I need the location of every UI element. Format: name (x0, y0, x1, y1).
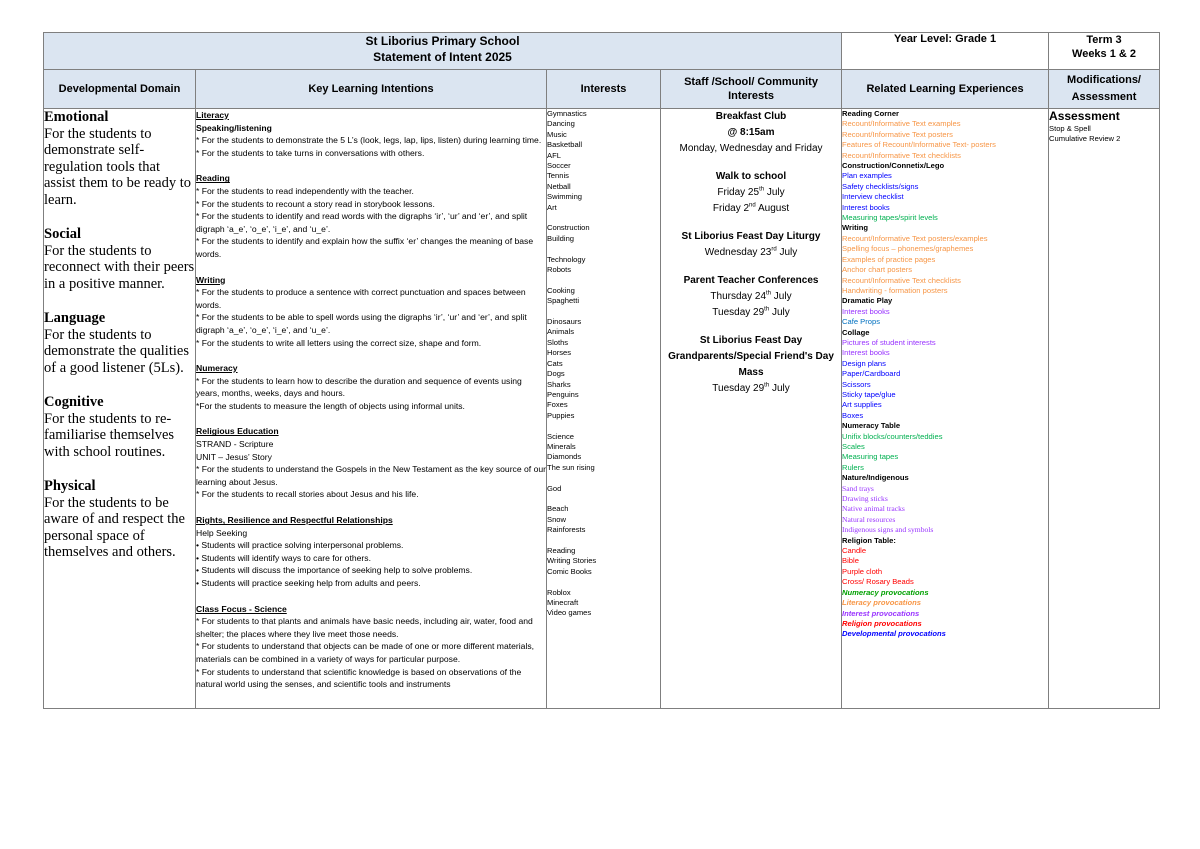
col-header-domain-label: Developmental Domain (58, 83, 181, 95)
rle-item: Paper/Cardboard (842, 369, 901, 379)
interest-item: Beach (547, 504, 569, 514)
mass-title-3: Mass (738, 367, 764, 378)
rle-item: Religion provocations (842, 618, 922, 628)
kli-item: * For the students to identify and explain how the suffix ‘er’ changes the meaning of base words. (196, 236, 534, 259)
rle-item: Rulers (842, 462, 864, 472)
date-month: July (769, 383, 790, 394)
rle-item: Indigenous signs and symbols (842, 525, 934, 535)
rle-item: Numeracy provocations (842, 587, 929, 597)
rle-list (842, 109, 1048, 640)
kli-cell (196, 109, 547, 709)
interest-item: Netball (547, 181, 571, 191)
kli-item: UNIT – Jesus’ Story (196, 451, 272, 462)
rle-item: Anchor chart posters (842, 265, 913, 275)
rle-item: Measuring tapes/spirit levels (842, 213, 938, 223)
interest-item: Video games (547, 608, 592, 618)
statement-title: Statement of Intent 2025 (373, 50, 512, 64)
rle-item: Natural resources (842, 514, 896, 524)
rle-item: Bible (842, 556, 859, 566)
kli-speaking-heading: Speaking/listening (196, 122, 272, 133)
date-text: Tuesday 29 (712, 307, 765, 318)
term-label: Term 3 (1086, 34, 1122, 46)
rle-item: Recount/Informative Text checklists (842, 275, 961, 285)
kli-item: * For the students to demonstrate the 5 L’s (look, legs, lap, lips, listen) during learning time. (196, 135, 542, 146)
kli-item: * For the students to identify and read words with the digraphs ‘ir’, ‘ur’ and ‘er’, and split digraph ‘a_e’, ‘o_e’, ‘i_e’, and ‘u_e’. (196, 211, 528, 234)
ptc-date-2 (661, 305, 841, 321)
interest-item: Sloths (547, 337, 569, 347)
col-header-staff-line2: Interests (728, 90, 774, 102)
rle-item: Candle (842, 546, 867, 556)
domain-text: For the students to reconnect with their peers in a positive manner. (44, 242, 195, 292)
interest-item: Roblox (547, 587, 571, 597)
rle-item: Recount/Informative Text checklists (842, 150, 961, 160)
modifications-cell (1049, 109, 1160, 709)
col-header-rle-label: Related Learning Experiences (866, 83, 1024, 95)
interest-item: Dinosaurs (547, 317, 582, 327)
mass-title-1: St Liborius Feast Day (699, 335, 803, 346)
date-month: July (771, 291, 792, 302)
interest-item: AFL (547, 150, 561, 160)
rle-item: Interest provocations (842, 608, 920, 618)
domain-physical (44, 478, 195, 561)
content-row (44, 109, 1160, 709)
interest-item: Foxes (547, 400, 568, 410)
date-suffix: th (766, 290, 772, 297)
col-header-mod-line2: Assessment (1071, 91, 1137, 103)
kli-item: * For the students to read independently with the teacher. (196, 185, 414, 196)
kli-numeracy-heading: Numeracy (196, 363, 238, 374)
interest-item: Music (547, 129, 567, 139)
domain-text: For the students to be aware of and respect the personal space of themselves and others. (44, 494, 185, 560)
interest-item: Sharks (547, 379, 571, 389)
interest-item: Robots (547, 265, 572, 275)
interest-item: Construction (547, 223, 590, 233)
domain-cognitive (44, 394, 195, 460)
ptc-date-1 (661, 289, 841, 305)
interest-item: Cats (547, 358, 563, 368)
kli-science-heading: Class Focus - Science (196, 603, 287, 614)
interests-cell (547, 109, 661, 709)
breakfast-club-days: Monday, Wednesday and Friday (679, 143, 823, 154)
rle-item: Safety checklists/signs (842, 181, 919, 191)
interest-item: Diamonds (547, 452, 582, 462)
rle-item: Pictures of student interests (842, 337, 936, 347)
kli-item: * For students to understand that objects can be made of one or more different materials, materials can be combined in a variety of ways for particular purpose. (196, 641, 535, 664)
date-suffix: nd (749, 202, 756, 209)
rle-item: Interest books (842, 306, 890, 316)
interest-item: Tennis (547, 171, 569, 181)
rle-cell (842, 109, 1049, 709)
interest-item: Rainforests (547, 525, 586, 535)
breakfast-club-title: Breakfast Club (715, 111, 787, 122)
rle-item: Interest books (842, 202, 890, 212)
date-suffix: th (764, 306, 770, 313)
kli-re-heading: Religious Education (196, 426, 279, 437)
rle-item: Unifix blocks/counters/teddies (842, 431, 943, 441)
kli-item: * For the students to produce a sentence with correct punctuation and spaces between words. (196, 287, 526, 310)
interests-list (547, 109, 660, 619)
interest-item: Art (547, 202, 557, 212)
kli-item: • Students will practice seeking help from adults and peers. (196, 578, 421, 588)
interest-item: Writing Stories (547, 556, 597, 566)
date-month: July (769, 307, 790, 318)
interest-item: Building (547, 233, 575, 243)
walk-to-school-title: Walk to school (715, 171, 787, 182)
interest-item: Animals (547, 327, 575, 337)
breakfast-club-time: @ 8:15am (727, 127, 775, 138)
domain-heading: Cognitive (44, 394, 104, 410)
rle-item: Recount/Informative Text posters (842, 129, 953, 139)
interest-item: God (547, 483, 562, 493)
interest-item: Gymnastics (547, 109, 587, 118)
kli-item: * For the students to take turns in conversations with others. (196, 147, 425, 158)
kli-item: * For students to understand that scientific knowledge is based on observations of the natural world using the senses, and scientific tools and instruments (196, 666, 522, 690)
date-text: Friday 25 (717, 187, 760, 198)
interest-item: Puppies (547, 410, 575, 420)
col-header-kli (196, 70, 547, 109)
year-level: Year Level: Grade 1 (893, 33, 997, 45)
interest-item: Minerals (547, 441, 576, 451)
rle-item: Scales (842, 442, 865, 451)
col-header-modifications (1049, 70, 1160, 109)
domain-cell (44, 109, 196, 709)
rle-item: Measuring tapes (842, 452, 899, 462)
domain-heading: Physical (44, 478, 96, 494)
rle-category: Numeracy Table (842, 421, 901, 431)
rle-item: Cafe Props (842, 317, 881, 327)
rle-item: Design plans (842, 358, 886, 368)
rle-item: Plan examples (842, 171, 892, 181)
interest-item: Swimming (547, 192, 583, 202)
rle-item: Recount/Informative Text posters/examples (842, 233, 988, 243)
domain-heading: Social (44, 226, 82, 242)
interest-item: The sun rising (547, 462, 595, 472)
rle-item: Native animal tracks (842, 504, 905, 514)
assessment-item: Cumulative Review 2 (1049, 134, 1121, 144)
column-header-row (44, 70, 1160, 109)
col-header-interests (547, 70, 661, 109)
year-level-cell (842, 33, 1049, 70)
kli-literacy-heading: Literacy (196, 110, 229, 120)
col-header-staff-line1: Staff /School/ Community (684, 76, 818, 88)
interest-item: Technology (547, 254, 586, 264)
kli-item: Help Seeking (196, 527, 248, 538)
kli-reading-heading: Reading (196, 173, 230, 184)
rle-item: Art supplies (842, 400, 882, 410)
rle-item: Boxes (842, 410, 864, 420)
interest-item: Reading (547, 545, 576, 555)
domain-heading: Emotional (44, 109, 109, 125)
date-month: July (776, 247, 798, 258)
kli-item: * For students to that plants and animals have basic needs, including air, water, food and shelter; the places where they live meet those needs. (196, 616, 533, 639)
rle-item: Drawing sticks (842, 494, 888, 504)
date-text: Friday 2 (712, 203, 750, 214)
domain-text: For the students to demonstrate self-regulation tools that assist them to be ready to learn. (44, 125, 191, 208)
interest-item: Dancing (547, 119, 575, 129)
kli-item: * For the students to be able to spell words using the digraphs ‘ir’, ‘ur’ and ‘er’, and split digraph ‘a_e’, ‘o_e’, ‘i_e’, and ‘u_e’. (196, 312, 527, 335)
rle-item: Purple cloth (842, 566, 883, 576)
date-suffix: rd (771, 246, 777, 253)
date-suffix: th (759, 186, 765, 193)
title-row (44, 33, 1160, 70)
school-name: St Liborius Primary School (365, 34, 520, 48)
rle-item: Cross/ Rosary Beads (842, 577, 914, 587)
interest-item: Soccer (547, 161, 571, 171)
domain-language (44, 310, 195, 376)
rle-item: Handwriting - formation posters (842, 285, 948, 295)
col-header-domain (44, 70, 196, 109)
date-month: July (764, 187, 785, 198)
domain-text: For the students to re-familiarise themselves with school routines. (44, 410, 175, 460)
kli-item: * For the students to recount a story read in storybook lessons. (196, 198, 435, 209)
col-header-kli-label: Key Learning Intentions (308, 83, 434, 95)
rle-item: Examples of practice pages (842, 254, 936, 264)
kli-item: • Students will discuss the importance of seeking help to solve problems. (196, 565, 473, 576)
kli-item: * For the students to understand the Gospels in the New Testament as the key source of our learning about Jesus. (196, 464, 546, 487)
col-header-interests-label: Interests (580, 83, 627, 95)
rle-item: Spelling focus – phonemes/graphemes (842, 244, 974, 254)
kli-item: * For the students to recall stories about Jesus and his life. (196, 489, 419, 500)
rle-item: Features of Recount/Informative Text- posters (842, 140, 996, 150)
kli-item: • Students will practice solving interpersonal problems. (196, 540, 404, 551)
liturgy-title: St Liborius Feast Day Liturgy (681, 231, 821, 242)
date-text: Tuesday 29 (712, 383, 765, 394)
mass-title-2: Grandparents/Special Friend's Day (668, 351, 834, 362)
rle-item: Interest books (842, 348, 890, 358)
rle-item: Literacy provocations (842, 598, 921, 608)
rle-category: Construction/Connetix/Lego (842, 161, 945, 171)
rle-item: Sticky tape/glue (842, 389, 896, 399)
interest-item: Minecraft (547, 597, 579, 607)
interest-item: Science (547, 431, 575, 441)
interest-item: Horses (547, 348, 572, 358)
kli-rrrr-heading: Rights, Resilience and Respectful Relationships (196, 515, 393, 526)
interest-item: Cooking (547, 285, 575, 295)
kli-item: STRAND - Scripture (196, 439, 274, 450)
interest-item: Basketball (547, 140, 583, 150)
kli-item: • Students will identify ways to care for others. (196, 552, 371, 563)
rle-item: Developmental provocations (842, 629, 946, 639)
ptc-title: Parent Teacher Conferences (683, 275, 819, 286)
rle-category: Writing (842, 223, 869, 233)
domain-heading: Language (44, 310, 106, 326)
date-text: Thursday 24 (710, 291, 767, 302)
rle-category: Dramatic Play (842, 296, 893, 306)
rle-item: Recount/Informative Text examples (842, 119, 961, 129)
col-header-mod-line1: Modifications/ (1067, 74, 1141, 86)
weeks-label: Weeks 1 & 2 (1072, 48, 1137, 60)
date-suffix: th (764, 382, 770, 389)
mass-date (661, 381, 841, 397)
rle-item: Scissors (842, 379, 871, 389)
statement-of-intent-table (43, 32, 1160, 709)
kli-writing-heading: Writing (196, 274, 226, 285)
kli-item: * For the students to write all letters using the correct size, shape and form. (196, 337, 482, 348)
assessment-heading: Assessment (1049, 109, 1120, 123)
domain-emotional (44, 109, 195, 208)
date-month: August (755, 203, 790, 214)
rle-item: Sand trays (842, 483, 874, 493)
liturgy-date (661, 245, 841, 261)
rle-category: Reading Corner (842, 109, 899, 118)
term-cell (1049, 33, 1160, 70)
title-cell (44, 33, 842, 70)
date-text: Wednesday 23 (704, 247, 772, 258)
domain-text: For the students to demonstrate the qualities of a good listener (5Ls). (44, 326, 189, 376)
assessment-item: Stop & Spell (1049, 124, 1091, 133)
interest-item: Dogs (547, 369, 565, 379)
interest-item: Spaghetti (547, 296, 580, 306)
rle-category: Nature/Indigenous (842, 473, 909, 483)
rle-category: Religion Table: (842, 535, 896, 545)
rle-item: Interview checklist (842, 192, 904, 202)
staff-cell (661, 109, 842, 709)
walk-to-school-date-2 (661, 201, 841, 217)
kli-item: *For the students to measure the length of objects using informal units. (196, 400, 465, 411)
walk-to-school-date-1 (661, 185, 841, 201)
col-header-rle (842, 70, 1049, 109)
interest-item: Penguins (547, 389, 579, 399)
interest-item: Comic Books (547, 566, 592, 576)
domain-social (44, 226, 195, 292)
col-header-staff (661, 70, 842, 109)
kli-item: * For the students to learn how to describe the duration and sequence of events using years, months, weeks, days and hours. (196, 375, 522, 399)
interest-item: Snow (547, 514, 566, 524)
rle-category: Collage (842, 327, 870, 337)
